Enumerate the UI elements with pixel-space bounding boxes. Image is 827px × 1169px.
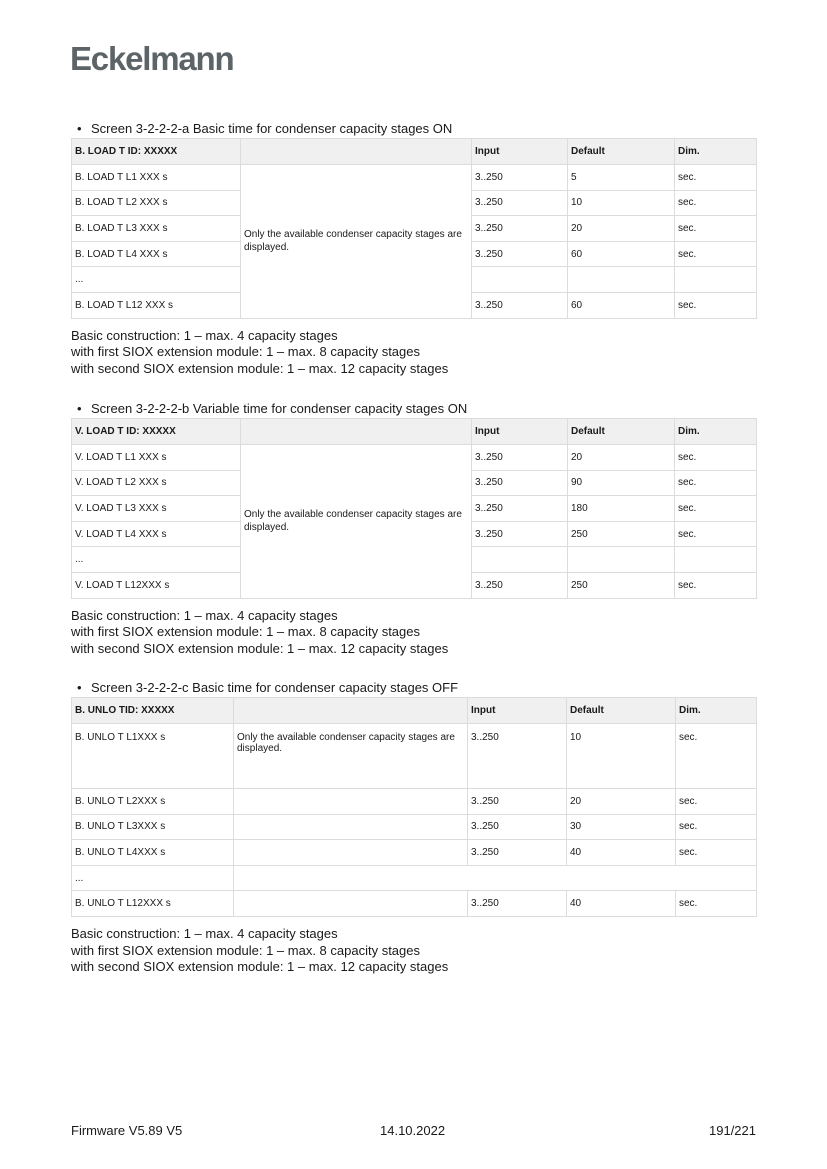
table-header-row [72,139,757,165]
default-value: 20 [568,216,675,242]
column-header: Dim. [675,419,757,445]
default-value: 10 [567,724,676,789]
default-value: 40 [567,840,676,866]
input-range: 3..250 [468,814,567,840]
column-header: V. LOAD T ID: XXXXX [72,419,241,445]
dimension: sec. [675,165,757,191]
parameter-name: ... [72,865,234,891]
parameter-table [71,697,757,917]
column-header [241,139,472,165]
default-value [568,547,675,573]
dimension [675,547,757,573]
parameter-table [71,418,757,599]
section-basic-time-off [71,680,756,976]
input-range [472,267,568,293]
table-header-row [72,419,757,445]
capacity-notes [71,328,756,378]
description-cell: Only the available condenser capacity stages are displayed. [241,445,472,599]
input-range: 3..250 [472,216,568,242]
column-header [241,419,472,445]
input-range: 3..250 [468,789,567,815]
default-value: 250 [568,572,675,598]
default-value: 250 [568,521,675,547]
input-range: 3..250 [472,470,568,496]
column-header: B. LOAD T ID: XXXXX [72,139,241,165]
column-header: B. UNLO TID: XXXXX [72,698,234,724]
section-basic-time-on [71,121,756,378]
page-number: 191/221 [709,1123,756,1138]
table-row [72,865,757,891]
input-range: 3..250 [472,496,568,522]
dimension: sec. [676,891,757,917]
note-line: with second SIOX extension module: 1 – max. 12 capacity stages [71,640,449,656]
page-footer [71,1123,756,1139]
column-header: Dim. [676,698,757,724]
column-header: Input [472,139,568,165]
input-range: 3..250 [472,190,568,216]
default-value: 20 [568,445,675,471]
empty-cell [234,840,468,866]
parameter-name: B. UNLO T L3XXX s [72,814,234,840]
parameter-name: B. UNLO T L4XXX s [72,840,234,866]
input-range: 3..250 [472,572,568,598]
table-row [72,814,757,840]
dimension: sec. [675,496,757,522]
dimension: sec. [676,724,757,789]
document-date: 14.10.2022 [380,1123,446,1138]
note-line: with second SIOX extension module: 1 – max. 12 capacity stages [71,959,449,975]
parameter-table [71,138,757,319]
dimension: sec. [675,292,757,318]
dimension: sec. [676,814,757,840]
column-header: Dim. [675,139,757,165]
empty-cell [234,814,468,840]
capacity-notes [71,608,756,658]
dimension: sec. [675,216,757,242]
parameter-name: B. LOAD T L2 XXX s [72,190,241,216]
default-value: 60 [568,241,675,267]
input-range: 3..250 [472,165,568,191]
column-header: Default [568,139,675,165]
input-range: 3..250 [472,292,568,318]
capacity-notes [71,926,756,976]
parameter-name: V. LOAD T L2 XXX s [72,470,241,496]
parameter-name: B. LOAD T L3 XXX s [72,216,241,242]
parameter-name: V. LOAD T L12XXX s [72,572,241,598]
column-header: Default [567,698,676,724]
input-range: 3..250 [468,891,567,917]
section-variable-time-on [71,401,756,658]
description-cell: Only the available condenser capacity stages are displayed. [241,165,472,319]
empty-cell [234,891,468,917]
parameter-name: V. LOAD T L4 XXX s [72,521,241,547]
table-row [72,840,757,866]
table-header-row [72,698,757,724]
table-row [72,724,757,789]
default-value: 20 [567,789,676,815]
note-line: Basic construction: 1 – max. 4 capacity stages [71,925,338,941]
input-range: 3..250 [472,521,568,547]
note-line: with first SIOX extension module: 1 – max. 8 capacity stages [71,624,420,640]
parameter-name: V. LOAD T L3 XXX s [72,496,241,522]
section-heading: • Screen 3-2-2-2-b Variable time for condenser capacity stages ON [77,401,468,416]
table-row [72,165,757,191]
description-cell: Only the available condenser capacity stages are displayed. [234,724,468,789]
dimension: sec. [676,789,757,815]
dimension: sec. [675,241,757,267]
input-range: 3..250 [468,724,567,789]
empty-cell [234,865,757,891]
table-row [72,445,757,471]
input-range: 3..250 [472,241,568,267]
parameter-name: B. LOAD T L12 XXX s [72,292,241,318]
parameter-name: B. UNLO T L2XXX s [72,789,234,815]
dimension: sec. [676,840,757,866]
table-row [72,891,757,917]
default-value: 60 [568,292,675,318]
note-line: with first SIOX extension module: 1 – max. 8 capacity stages [71,344,420,360]
table-row [72,789,757,815]
column-header: Input [472,419,568,445]
default-value: 90 [568,470,675,496]
parameter-name: B. LOAD T L4 XXX s [72,241,241,267]
input-range: 3..250 [468,840,567,866]
dimension: sec. [675,521,757,547]
note-line: with first SIOX extension module: 1 – max. 8 capacity stages [71,942,420,958]
section-heading: • Screen 3-2-2-2-a Basic time for condenser capacity stages ON [77,121,453,136]
parameter-name: ... [72,547,241,573]
parameter-name: B. UNLO T L12XXX s [72,891,234,917]
default-value: 180 [568,496,675,522]
note-line: Basic construction: 1 – max. 4 capacity stages [71,327,338,343]
firmware-version: Firmware V5.89 V5 [71,1123,183,1138]
input-range: 3..250 [472,445,568,471]
note-line: with second SIOX extension module: 1 – max. 12 capacity stages [71,360,449,376]
dimension: sec. [675,572,757,598]
default-value: 5 [568,165,675,191]
empty-cell [234,789,468,815]
parameter-name: B. LOAD T L1 XXX s [72,165,241,191]
dimension: sec. [675,445,757,471]
note-line: Basic construction: 1 – max. 4 capacity stages [71,607,338,623]
parameter-name: V. LOAD T L1 XXX s [72,445,241,471]
column-header: Input [468,698,567,724]
parameter-name: B. UNLO T L1XXX s [72,724,234,789]
column-header: Default [568,419,675,445]
parameter-name: ... [72,267,241,293]
input-range [472,547,568,573]
default-value: 40 [567,891,676,917]
dimension: sec. [675,470,757,496]
default-value: 30 [567,814,676,840]
default-value: 10 [568,190,675,216]
dimension [675,267,757,293]
dimension: sec. [675,190,757,216]
eckelmann-logo: Eckelmann [70,40,234,77]
default-value [568,267,675,293]
section-heading: • Screen 3-2-2-2-c Basic time for condenser capacity stages OFF [77,680,459,695]
column-header [234,698,468,724]
